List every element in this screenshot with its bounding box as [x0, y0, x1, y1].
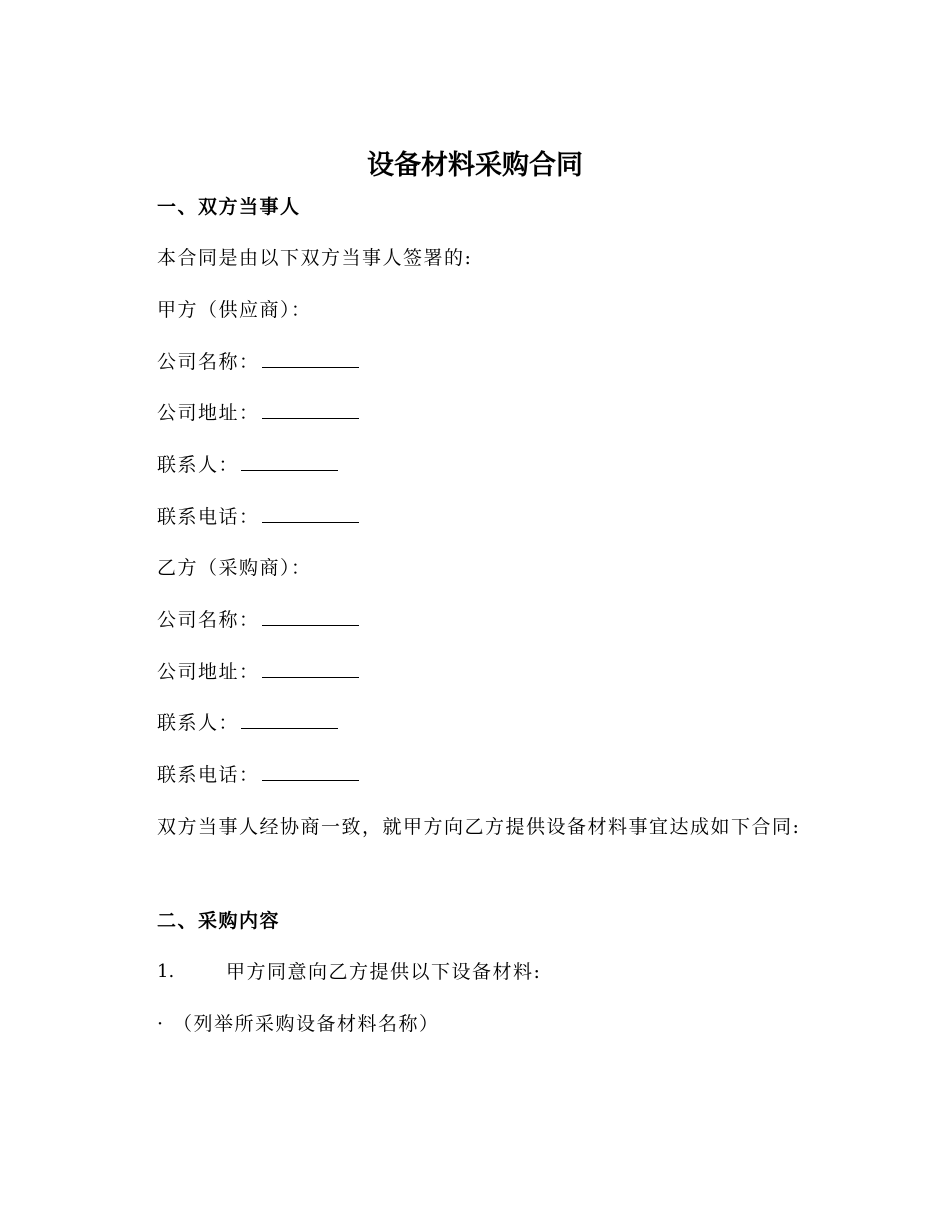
- party-b-contact-blank[interactable]: [241, 708, 338, 729]
- party-a-contact-row: [157, 450, 338, 480]
- document-title: 设备材料采购合同: [367, 150, 583, 181]
- party-a-phone-row: [157, 502, 359, 532]
- party-b-phone-label: 联系电话：: [157, 764, 260, 786]
- section-heading-purchase: 二、采购内容: [157, 910, 281, 932]
- agreement-paragraph: 双方当事人经协商一致，就甲方向乙方提供设备材料事宜达成如下合同:: [157, 816, 801, 838]
- party-b-phone-blank[interactable]: [262, 760, 359, 781]
- party-b-contact-row: [157, 708, 338, 738]
- party-b-contact-label: 联系人：: [157, 712, 240, 734]
- party-a-phone-blank[interactable]: [262, 502, 359, 523]
- party-b-company-address-blank[interactable]: [262, 657, 359, 678]
- bullet-icon: ·: [157, 1013, 164, 1035]
- party-a-company-address-label: 公司地址：: [157, 402, 260, 424]
- intro-text: 本合同是由以下双方当事人签署的:: [157, 247, 473, 269]
- party-b-company-name-blank[interactable]: [262, 605, 359, 626]
- party-b-company-name-row: [157, 605, 359, 635]
- party-b-phone-row: [157, 760, 359, 790]
- party-a-company-name-label: 公司名称：: [157, 351, 260, 373]
- section-heading-parties: 一、双方当事人: [157, 196, 301, 218]
- party-a-company-address-row: [157, 398, 359, 428]
- party-a-contact-blank[interactable]: [241, 450, 338, 471]
- party-b-company-address-row: [157, 657, 359, 687]
- party-a-phone-label: 联系电话：: [157, 506, 260, 528]
- list-item-number: 1.: [157, 961, 175, 982]
- party-a-company-name-blank[interactable]: [262, 347, 359, 368]
- party-b-company-name-label: 公司名称：: [157, 609, 260, 631]
- party-a-company-address-blank[interactable]: [262, 398, 359, 419]
- party-a-company-name-row: [157, 347, 359, 377]
- party-b-company-address-label: 公司地址：: [157, 661, 260, 683]
- bullet-item-text: （列举所采购设备材料名称）: [173, 1013, 440, 1035]
- list-item-text: 甲方同意向乙方提供以下设备材料:: [226, 961, 542, 983]
- party-a-label: 甲方（供应商）：: [157, 299, 312, 321]
- party-a-contact-label: 联系人：: [157, 454, 240, 476]
- party-b-label: 乙方（采购商）：: [157, 557, 312, 579]
